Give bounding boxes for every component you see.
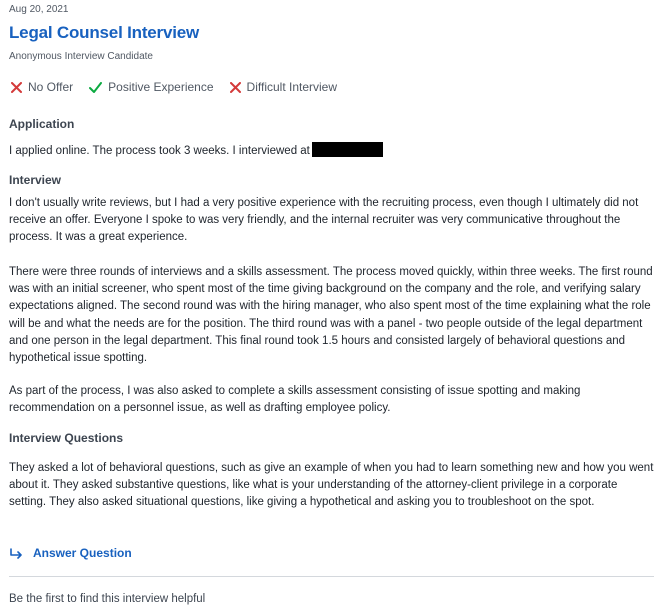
application-heading: Application bbox=[9, 117, 75, 131]
check-icon bbox=[89, 82, 102, 93]
divider bbox=[9, 576, 654, 577]
interview-paragraph: I don't usually write reviews, but I had a very positive experience with the recruiting process, even though I ultimately did not receive an offer. Everyone I spoke to was very friendly, and the internal recruiter was very communicative throughout the process. It was a great experience. bbox=[9, 197, 639, 244]
application-text: I applied online. The process took 3 weeks. I interviewed at bbox=[9, 145, 310, 157]
answer-question-label[interactable]: Answer Question bbox=[33, 546, 132, 560]
outcome-badges bbox=[11, 80, 353, 94]
x-icon bbox=[11, 82, 22, 93]
interview-paragraph: As part of the process, I was also asked to complete a skills assessment consisting of issue spotting and making recommendation on a personnel issue, as well as drafting employee policy. bbox=[9, 385, 581, 415]
redacted-company-name bbox=[312, 142, 383, 157]
outcome-positive-experience bbox=[89, 80, 213, 94]
answer-question-link[interactable] bbox=[9, 546, 132, 560]
x-icon bbox=[230, 82, 241, 93]
candidate-label: Anonymous Interview Candidate bbox=[9, 51, 153, 62]
interview-questions-text: They asked a lot of behavioral questions, such as give an example of when you had to learn something new and how you went about it. They asked substantive questions, like what is your understanding of the attorney-client privilege in a corporate setting. They also asked situational questions, like giving a hypothetical and asking you to troubleshoot on the spot. bbox=[9, 462, 654, 509]
application-text-row bbox=[9, 142, 654, 160]
outcome-difficult-interview bbox=[230, 80, 337, 94]
outcome-label: Positive Experience bbox=[108, 80, 214, 94]
outcome-no-offer bbox=[11, 80, 73, 94]
outcome-label: Difficult Interview bbox=[246, 80, 338, 94]
reply-arrow-icon bbox=[9, 548, 23, 559]
review-date: Aug 20, 2021 bbox=[9, 4, 69, 15]
outcome-label: No Offer bbox=[28, 80, 74, 94]
interview-heading: Interview bbox=[9, 173, 62, 187]
interview-paragraph: There were three rounds of interviews and a skills assessment. The process moved quickly, within three weeks. The first round was with an initial screener, who spent most of the time giving background on the company and the role, and verifying salary expectations aligned. The second round was with the hiring manager, who also spent most of the time explaining what the role will be and what the needs are for the position. The third round was with a panel - two people outside of the legal department and one person in the legal department. This final round took 1.5 hours and consisted largely of behavioral questions and hypothetical issue spotting. bbox=[9, 266, 653, 365]
interview-questions-heading: Interview Questions bbox=[9, 431, 124, 445]
helpful-prompt[interactable]: Be the first to find this interview helpful bbox=[9, 593, 206, 605]
review-title[interactable]: Legal Counsel Interview bbox=[9, 23, 200, 42]
